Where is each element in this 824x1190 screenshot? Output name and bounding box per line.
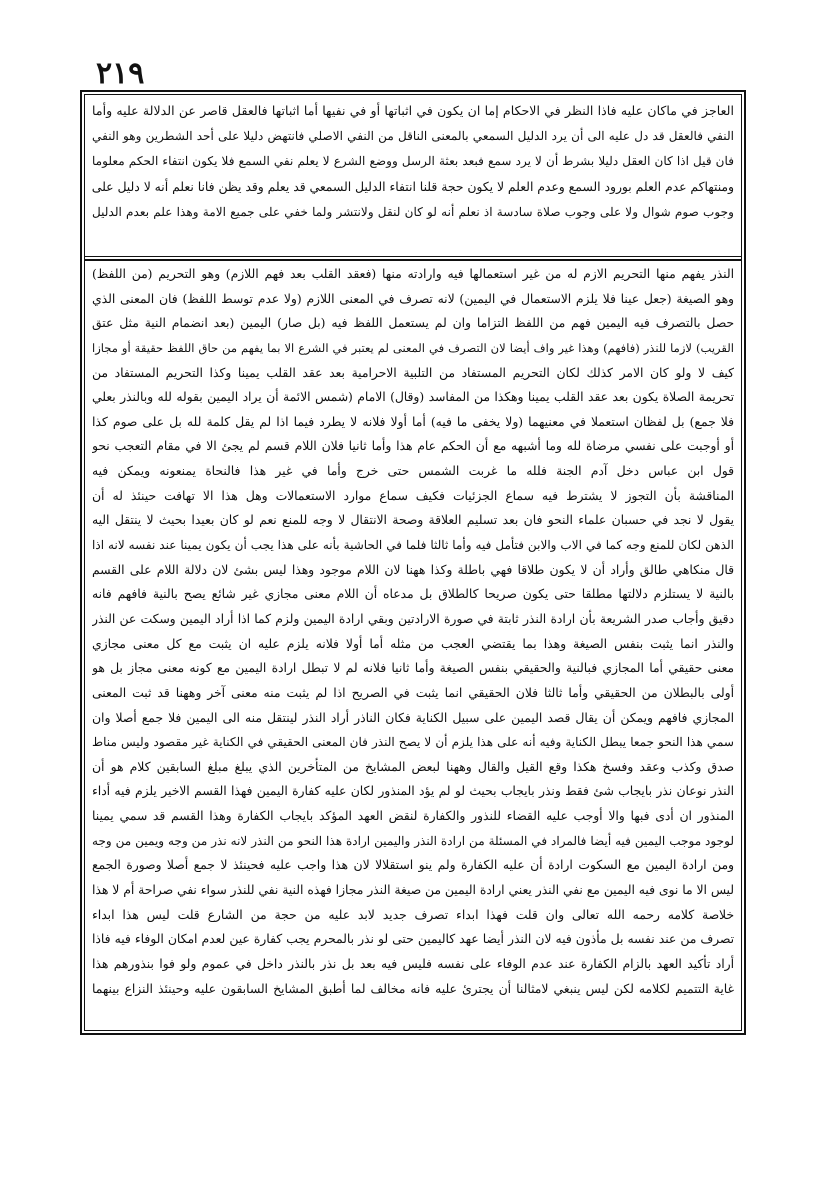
sharh-line: النذر يفهم منها التحريم الازم له من غير استعمالها فيه وارادته منها (فعقد القلب بعد فهم اللازم) وهو التحريم (من اللفظ) [92,267,734,281]
sharh-line: المناقشة بأن التجوز لا يشترط فيه سماع الجزئيات فكيف سماع موارد الاستعمالات وهل هذا الا تهافت حينئذ له أن [92,488,734,503]
sharh-line: القريب) لازما للنذر (فافهم) وهذا غير واف أيضا لان التصرف في المعنى لم يعتبر في الشرع الا بما يفهم من حاق اللفظ حقيقة أو مجازا [92,340,734,355]
section-divider-thick [84,259,742,261]
sharh-line: والنذر انما يثبت بنفس الصيغة وهذا بما يقتضي العجب من مثله أما أولا فلانه يلزم عليه ان يثبت مع كل معنى مجازي [92,636,734,651]
sharh-line: غاية التتميم لكلامه لكن ليس ينبغي لامثالنا أن يجترئ عليه فانه مخالف لما أطبق المشايخ السابقون عليه وحينئذ النزاع بينهما [92,981,734,996]
sharh-line: كيف لا ولو كان الامر كذلك لكان التحريم المستفاد من التلبية الاحرامية بعد عقد القلب يمينا وكذا التحريم المستفاد من [92,365,734,380]
sharh-line: لوجود موجب اليمين فيه أيضا فالمراد في المسئلة من ارادة النذر واليمين ارادة هذا النحو من النذر لانه نذر من وجه ويمين من وجه [92,833,734,848]
sharh-line: يقول لا نجد في حسبان علماء النحو فان بعد تسليم العلاقة وصحة الانتقال لا وجه للمنع نعم لو كان بعيدا بحيث لا ينتقل اليه [92,513,734,528]
matn-line: النفي فالعقل قد دل عليه الى أن يرد الدليل السمعي بالمعنى الناقل من النفي الاصلي فانتهض دليلا على أحد الشطرين وهو النفي [92,128,734,143]
sharh-line: المنذور ان أدى فبها والا أوجب عليه القضاء للنذور والكفارة لنقض العهد المؤكد بايجاب الكفارة وهذا القسم قد سمي يمينا [92,809,734,824]
sharh-line: تصرف من عند نفسه بل مأذون فيه لان النذر أيضا عهد كاليمين حتى لو نذر بالمحرم يجب كفارة عين لعدم امكان الوفاء فيه فاذا [92,932,734,947]
sharh-line: خلاصة كلامه رحمه الله تعالى وان قلت فهذا ابداء تصرف جديد لابد عليه من حجة من الشارع قلت ليس هذا ابداء [92,907,734,922]
sharh-line: ومن ارادة اليمين مع السكوت ارادة أن عليه الكفارة ولم ينو استقلالا لان هذا واجب عليه فحينئذ لا جمع أصلا وصورة الجمع [92,858,734,873]
sharh-line: بالنية لا يستلزم دلالتها مطلقا حتى يكون صريحا كالطلاق بل مدعاه أن اللام معنى مجازي غير شائع يصح بالنية فافهم فانه [92,587,734,602]
matn-text-block [92,98,734,253]
sharh-line: حصل بالتصرف فيه اليمين فهم من اللفظ التزاما وان لم يستعمل اللفظ فيه (بل صار) اليمين (بعد انضمام النية مثل عتق [92,316,734,331]
sharh-line: ليس الا ما نوى فيه اليمين مع نفي النذر يعني ارادة اليمين من صيغة النذر مجازا فهذه النية نفي للنذر سواء نفي صراحة أم لا هذا [92,883,734,898]
sharh-line [92,1001,734,1026]
matn-line: وجوب صوم شوال ولا على وجوب صلاة سادسة اذ نعلم أنه لو كان لنقل ولانتشر ولما خفي على جميع الامة وهذا علم بعدم الدليل [92,205,734,220]
sharh-line: قال منكاهي طالق وأراد أن لا يكون طلاقا فهي باطلة وكذا ههنا لان اللام موجود وهذا ليس بشئ لان دلالة اللام على القسم [92,562,734,577]
sharh-line: سمي هذا النحو جمعا يبطل الكناية وفيه أنه على هذا يلزم أن لا يصح النذر فان المعنى الحقيقي في الكناية غير مقصود وليس مناط [92,735,734,750]
page-number: ٢١٩ [96,56,145,91]
section-divider-thin [84,256,742,257]
sharh-line: دقيق وأجاب صدر الشريعة بأن ارادة النذر ثابتة في صورة الارادتين وبقي ارادة اليمين ولزم كما اذا أراد اليمين وسكت عن النذر [92,611,734,626]
matn-line: ومنتهاكم عدم العلم بورود السمع وعدم العلم لا يكون حجة قلنا انتفاء الدليل السمعي قد يعلم وقد يظن فانا نعلم أنه لا دليل على [92,179,734,194]
sharh-line: وهو الصيغة (جعل عينا فلا يلزم الاستعمال في اليمين) لانه تصرف في المعنى اللازم (ولا عدم توسط اللفظ) فان المعنى الذي [92,291,734,306]
matn-line: فان قيل اذا كان العقل دليلا بشرط أن لا يرد سمع فبعد بعثة الرسل ووضع الشرع لا يعلم نفي السمع فلا يكون انتفاء الحكم معلوما [92,154,734,169]
sharh-line: أولى بالبطلان من الحقيقي وأما ثالثا فلان الحقيقي انما يثبت في الصريح اذا لم يثبت منه معنى آخر وههنا قد ثبت المعنى [92,685,734,700]
sharh-text-block [92,262,734,1027]
matn-line: العاجز في ماكان عليه فاذا النظر في الاحكام إما ان يكون في اثباتها أو في نفيها أما اثباتها فالعقل قاصر عن الدلالة عليه وأما [92,103,734,118]
sharh-line: فلا جمع) بل لفظان استعملا في معنيهما (ولا يخفى ما فيه) أما أولا فلانه لا يطرد فيما اذا لم يقل كلمة لله بل على صوم كذا [92,414,734,429]
sharh-line: قول ابن عباس دخل آدم الجنة فلله ما غربت الشمس حتى خرج وأما في غير هذا فالنحاة يمنعونه ويمكن فيه [92,464,734,479]
sharh-line: أراد تأكيد العهد بالزام الكفارة عند عدم الوفاء على نفسه فليس فيه بعد بل نذر بالنذر داخل في عموم ولو فوا بنذورهم هذا [92,956,734,971]
sharh-line: المجازي فافهم ويمكن أن يقال قصد اليمين على سبيل الكناية فكان الناذر أراد النذر لينتقل منه الى اليمين فلا جمع أصلا وان [92,710,734,725]
sharh-line: النذر نوعان نذر بايجاب شئ فقط ونذر بايجاب بحيث لو لم يؤد المنذور لكان عليه كفارة اليمين فهذا القسم الاخير يلزم فيه أداء [92,784,734,799]
sharh-line: معنى حقيقي أما المجازي فبالنية والحقيقي بنفس الصيغة وأما ثانيا فلانه لم لا تبطل ارادة اليمين مع كونه معنى مجاز بل هو [92,661,734,676]
sharh-line: أو أوجبت على نفسي مرضاة لله وما أشبهه مع أن الحكم عام هذا وأما ثانيا فلان اللام قسم لم يجئ الا في مقام التعجب نحو [92,439,734,454]
sharh-line: الذهن لكان للمنع وجه كما في الاب والابن فتأمل فيه وأما ثالثا فلما في الحاشية بأنه على هذا يجب أن يكون يمينا عند نفسه لانه اذا [92,538,734,553]
sharh-line: صدق وكذب وعقد وفسخ هكذا وقع القيل والقال وههنا لبعض المشايخ من المتأخرين الذي يبلغ مبلغ السابقين كلام هو أن [92,759,734,774]
sharh-line: تحريمة الصلاة يكون بعد عقد القلب يمينا وهكذا من المفاسد (وقال) الامام (شمس الائمة أن يراد اليمين بقوله لله وبالنذر بعلي [92,390,734,405]
